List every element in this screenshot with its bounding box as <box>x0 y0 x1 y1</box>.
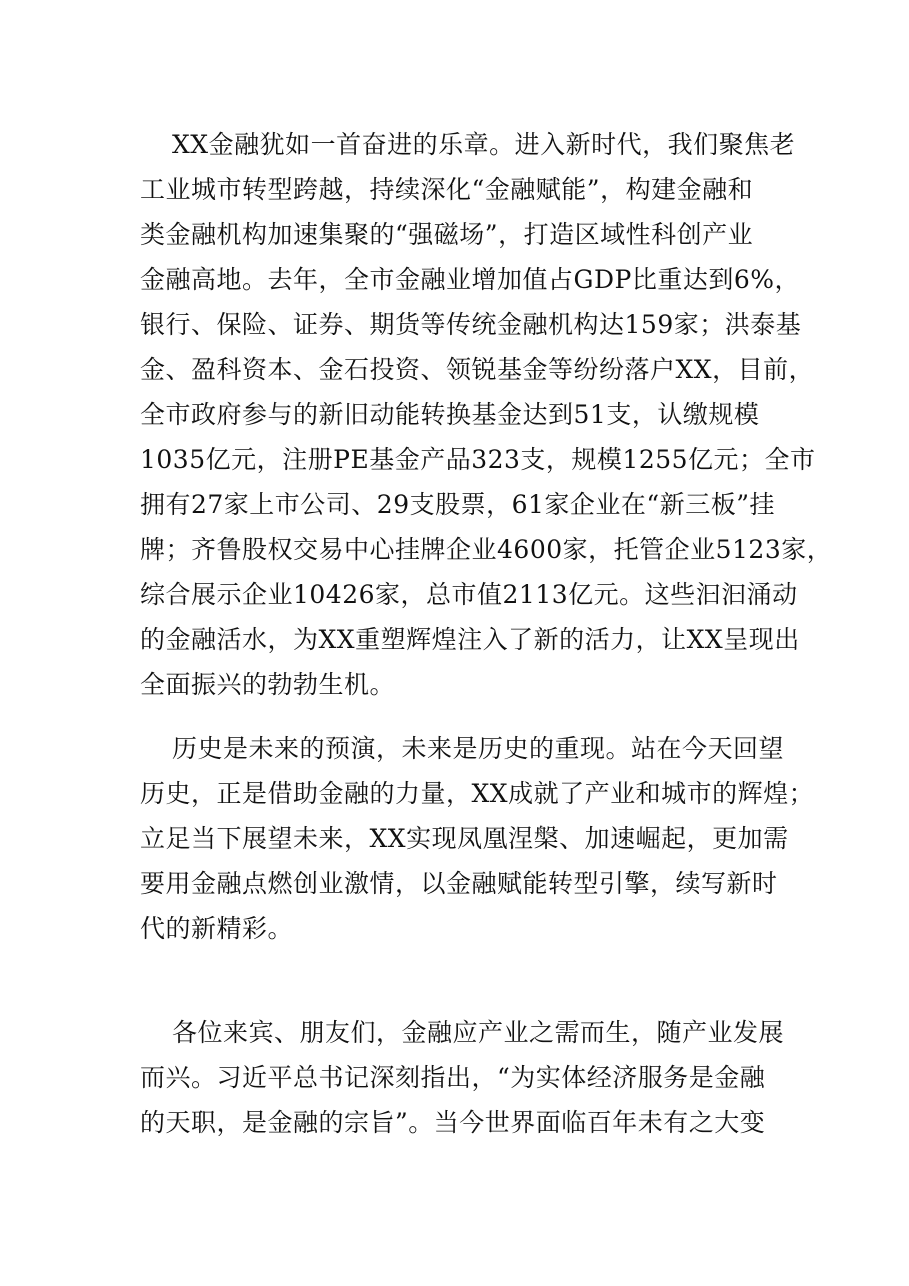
text-line: XX金融犹如一首奋进的乐章。进入新时代，我们聚焦老 <box>172 130 796 159</box>
text-line: 全面振兴的勃勃生机。 <box>140 670 396 699</box>
text-line: 历史是未来的预演，未来是历史的重现。站在今天回望 <box>172 734 785 763</box>
text-line: 全市政府参与的新旧动能转换基金达到51支，认缴规模 <box>140 400 760 429</box>
text-line: 历史，正是借助金融的力量，XX成就了产业和城市的辉煌； <box>140 779 815 808</box>
text-line: 综合展示企业10426家，总市值2113亿元。这些汩汩涌动 <box>140 580 798 609</box>
text-line: 拥有27家上市公司、29支股票，61家企业在“新三板”挂 <box>140 490 775 519</box>
text-line: 代的新精彩。 <box>140 914 294 943</box>
text-line: 的天职，是金融的宗旨”。当今世界面临百年未有之大变 <box>140 1108 766 1137</box>
text-line: 类金融机构加速集聚的“强磁场”，打造区域性科创产业 <box>140 220 754 249</box>
text-line: 牌；齐鲁股权交易中心挂牌企业4600家，托管企业5123家， <box>140 535 833 564</box>
text-line: 要用金融点燃创业激情，以金融赋能转型引擎，续写新时 <box>140 869 778 898</box>
text-line: 银行、保险、证券、期货等传统金融机构达159家；洪泰基 <box>140 310 802 339</box>
text-line: 金融高地。去年，全市金融业增加值占GDP比重达到6%， <box>140 265 800 294</box>
text-line: 工业城市转型跨越，持续深化“金融赋能”，构建金融和 <box>140 175 754 204</box>
text-line: 各位来宾、朋友们，金融应产业之需而生，随产业发展 <box>172 1018 785 1047</box>
text-line: 立足当下展望未来，XX实现凤凰涅槃、加速崛起，更加需 <box>140 824 789 853</box>
text-line: 的金融活水，为XX重塑辉煌注入了新的活力，让XX呈现出 <box>140 625 800 654</box>
text-line: 而兴。习近平总书记深刻指出，“为实体经济服务是金融 <box>140 1063 766 1092</box>
text-line: 1035亿元，注册PE基金产品323支，规模1255亿元；全市 <box>140 445 816 474</box>
text-line: 金、盈科资本、金石投资、领锐基金等纷纷落户XX，目前， <box>140 355 815 384</box>
